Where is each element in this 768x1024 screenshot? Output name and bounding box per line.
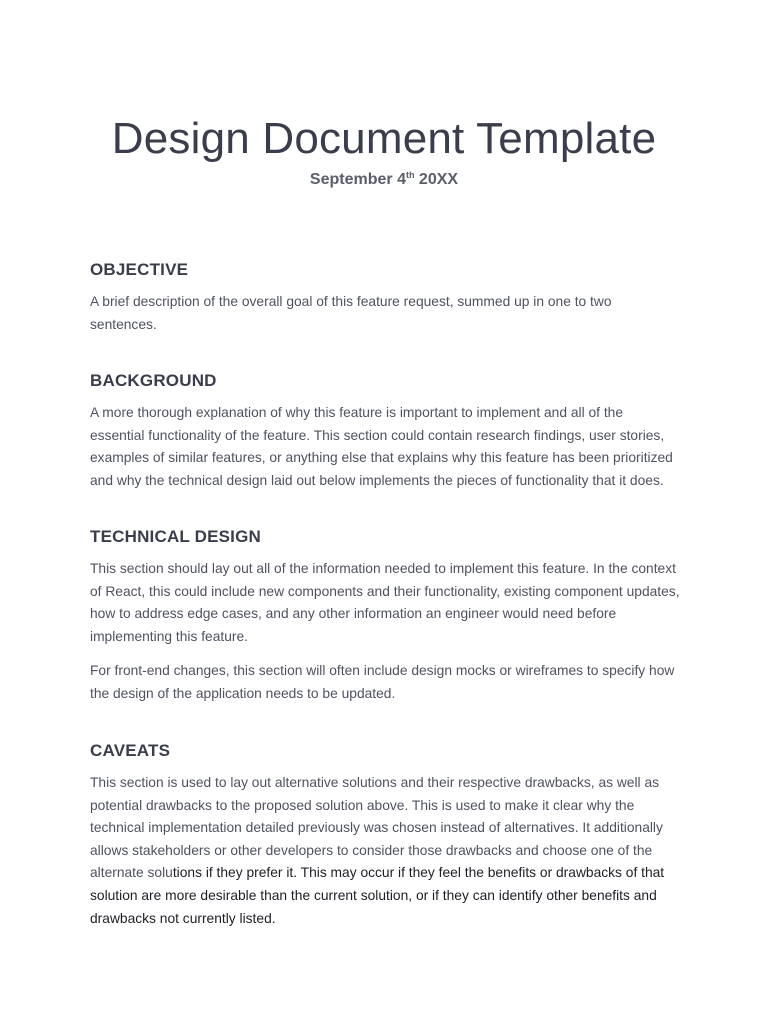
section-heading-objective: OBJECTIVE [90, 260, 189, 279]
document-date [0, 171, 768, 189]
section-background [90, 371, 680, 504]
date-month-day: September 4 [309, 171, 406, 188]
section-objective [90, 260, 680, 348]
section-heading-caveats: CAVEATS [90, 741, 171, 760]
background-paragraph: A more thorough explanation of why this feature is important to implement and all of the essential functionality of the feature. This section could contain research findings, user stories, examples of similar features, or anything else that explains why this feature has been prioritized and why the technical design laid out below implements the pieces of functionality that it does. [90, 405, 673, 488]
section-heading-background: BACKGROUND [90, 371, 217, 390]
technical-design-paragraph-2: For front-end changes, this section will often include design mocks or wireframes to specify how the design of the application needs to be updated. [90, 663, 675, 701]
date-year: 20XX [418, 171, 459, 188]
caveats-text-light: This section is used to lay out alternative solutions and their respective drawbacks, as well as potential drawbacks to the proposed solution above. This is used to make it clear why the technical implementation detailed previously was chosen instead of alternatives. It additionally allows stakeholders or other developers to consider those drawbacks and choose one of the alternate solu [90, 775, 663, 881]
section-caveats [90, 741, 680, 942]
objective-paragraph: A brief description of the overall goal of this feature request, summed up in one to two sentences. [90, 294, 612, 332]
document-title: Design Document Template [111, 114, 657, 163]
caveats-text-dark: tions if they prefer it. This may occur if they feel the benefits or drawbacks of that solution are more desirable than the current solution, or if they can identify other benefits and drawbacks not currently listed. [90, 865, 665, 926]
section-heading-technical-design: TECHNICAL DESIGN [90, 527, 262, 546]
technical-design-paragraph-1: This section should lay out all of the information needed to implement this feature. In the context of React, this could include new components and their functionality, existing component updates, how to address edge cases, and any other information an engineer would need before implementing this feature. [90, 561, 680, 644]
caveats-paragraph [90, 772, 680, 930]
section-technical-design [90, 527, 680, 718]
date-ordinal-suffix: th [405, 170, 415, 180]
